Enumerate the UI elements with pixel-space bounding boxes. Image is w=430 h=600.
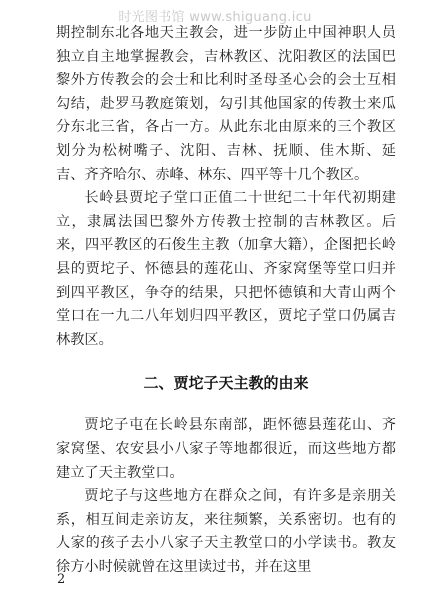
watermark: 时光图书馆 www.shiguang.icu [118, 10, 312, 25]
paragraph-location: 贾坨子屯在长岭县东南部，距怀德县莲花山、齐家窝堡、农安县小八家子等地都很近，而这些地方都建立了天主教堂口。 [56, 417, 396, 481]
section-heading: 二、贾坨子天主教的由来 [143, 374, 309, 393]
page-number: 2 [57, 572, 66, 587]
paragraph-relations: 贾坨子与这些地方在群众之间，有许多是亲朋关系，相互间走亲访友，来往频繁，关系密切。也有的人家的孩子去小八家子天主教堂口的小学读书。教友徐方小时候就曾在这里读过书，并在这里 [56, 488, 396, 575]
page-content [56, 22, 396, 579]
paragraph-jiatuozi-history: 长岭县贾坨子堂口正值二十世纪二十年代初期建立，隶属法国巴黎外方传教士控制的吉林教区。后来，四平教区的石俊生主教（加拿大籍），企图把长岭县的贾坨子、怀德县的莲花山、齐家窝堡等堂口归并到四平教区，争夺的结果，只把怀德镇和大青山两个堂口在一九二八年划归四平教区，贾坨子堂口仍属吉林教区。 [56, 190, 396, 348]
paragraph-continued: 期控制东北各地天主教会，进一步防止中国神职人员独立自主地掌握教会，吉林教区、沈阳教区的法国巴黎外方传教会的会士和比利时圣母圣心会的会士互相勾结，赴罗马教庭策划，勾引其他国家的传教士来瓜分东北三省，各占一方。从此东北由原来的三个教区划分为松树嘴子、沈阳、吉林、抚顺、佳木斯、延吉、齐齐哈尔、赤峰、林东、四平等十几个教区。 [56, 25, 396, 183]
